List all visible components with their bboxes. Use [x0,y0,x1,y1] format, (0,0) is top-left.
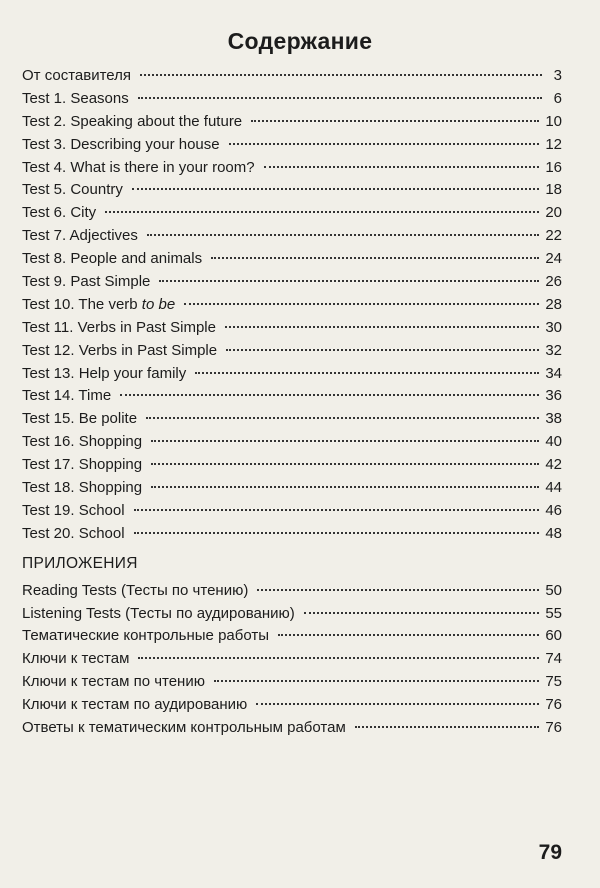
toc-entry-page: 74 [545,650,562,668]
toc-entry-text: Reading Tests (Тесты по чтению) [22,581,249,599]
toc-entry-label [22,502,128,519]
dot-leader [225,309,539,328]
toc-entry-page: 26 [545,273,562,291]
dot-leader [146,400,539,419]
toc-entry-page: 32 [545,341,562,359]
toc-entry-text: Ключи к тестам [22,650,130,668]
toc-entry-label [22,342,220,359]
toc-entry-page: 60 [545,627,562,645]
toc-entry-text: Test 10. The verb [22,295,142,313]
toc-entry-text: Test 17. Shopping [22,456,143,474]
toc-entry-page: 22 [545,227,562,245]
toc-entry-label [22,227,141,244]
toc-entry-text: Test 20. School [22,524,125,542]
toc-entry-page: 36 [545,387,562,405]
dot-leader [134,515,540,534]
toc-entry-page: 76 [545,696,562,714]
toc-entry-text: Test 6. City [22,204,97,222]
toc-entry-text: Ключи к тестам по чтению [22,673,205,691]
toc-entry-page: 38 [545,410,562,428]
toc-entry-label [22,90,132,107]
toc-entry-label [22,650,132,667]
toc-entry [22,519,562,542]
toc-entry-page: 50 [545,581,562,599]
toc-entry-text: Listening Tests (Тесты по аудированию) [22,604,295,622]
toc-entry-label [22,479,145,496]
toc-entry-text: От составителя [22,67,132,84]
dot-leader [105,194,539,213]
toc-entry-page: 55 [545,604,562,622]
toc-entry-text: Тематические контрольные работы [22,627,270,645]
toc-entry-page: 75 [545,673,562,691]
toc-entry-label [22,456,145,473]
dot-leader [226,332,539,351]
dot-leader [184,286,539,305]
toc-entry-label [22,387,114,404]
toc-entry-text: Test 14. Time [22,387,112,405]
toc-entry-page: 34 [545,364,562,382]
appendix-entry [22,713,562,736]
toc-entry-text: Test 19. School [22,501,125,519]
toc-entry-page: 48 [545,524,562,542]
toc-entry-text: Test 5. Country [22,181,123,199]
dot-leader [195,355,539,374]
toc-entry-text: Test 13. Help your family [22,364,187,382]
toc-entry-label [22,696,250,713]
toc-entry-text: Test 11. Verbs in Past Simple [22,318,216,336]
toc-entry-page: 44 [545,479,562,497]
toc-entry-label [22,204,99,221]
dot-leader [304,595,540,614]
toc-entry-label [22,67,134,84]
toc-entry-label [22,433,145,450]
toc-entry-page: 10 [545,112,562,130]
toc-entry-page: 3 [553,67,562,84]
toc-entry-text: Test 4. What is there in your room? [22,158,255,176]
dot-leader [251,103,539,122]
dot-leader [134,492,540,511]
dot-leader [256,686,539,705]
toc-entry-text: Ключи к тестам по аудированию [22,696,248,714]
toc-entry-text: Test 2. Speaking about the future [22,112,243,130]
dot-leader [159,263,539,282]
toc-entry-label [22,113,245,130]
toc-entry-page: 28 [545,295,562,313]
toc-entry-text: Test 12. Verbs in Past Simple [22,341,218,359]
toc-entry-label [22,719,349,736]
toc-entry-page: 40 [545,433,562,451]
dot-leader [140,57,542,76]
dot-leader [151,469,539,488]
toc-entry-text: Test 18. Shopping [22,479,143,497]
toc-entry-page: 16 [545,158,562,176]
toc-entry-text: Test 8. People and animals [22,250,203,268]
dot-leader [214,663,539,682]
toc-entry-page: 76 [545,719,562,737]
toc-entry-page: 24 [545,250,562,268]
toc-entry-label [22,673,208,690]
toc-entry-label [22,525,128,542]
toc-entry-page: 42 [545,456,562,474]
dot-leader [229,126,540,145]
appendix-heading: ПРИЛОЖЕНИЯ [22,554,138,572]
toc-entry-label [22,296,178,313]
toc-entry-text: Test 15. Be polite [22,410,138,428]
dot-leader [151,423,539,442]
appendix-list [22,576,562,736]
toc-entry-label [22,319,219,336]
toc-entry-label [22,410,140,427]
toc-entry-label [22,605,298,622]
toc-entry-text: Test 1. Seasons [22,89,129,107]
toc-entry-label [22,136,223,153]
dot-leader [120,377,539,396]
toc-entry-text: Test 7. Adjectives [22,227,138,245]
page-number: 79 [538,841,562,864]
toc-entry-text: Ответы к тематическим контрольным работам [22,719,346,737]
toc-entry-label [22,273,153,290]
dot-leader [278,617,539,636]
toc-entry-page: 20 [545,204,562,222]
toc-entry-page: 18 [545,181,562,199]
dot-leader [132,171,539,190]
dot-leader [257,572,539,591]
toc-entry-page: 30 [545,318,562,336]
dot-leader [211,240,539,259]
toc-entry-page: 6 [553,89,562,107]
dot-leader [151,446,539,465]
dot-leader [138,640,539,659]
toc-entry-text: Test 3. Describing your house [22,135,220,153]
toc-entry-page: 46 [545,501,562,519]
page-title: Содержание [227,28,373,54]
dot-leader [138,80,542,99]
toc-entry-text: Test 9. Past Simple [22,273,151,291]
tests-list [22,61,562,542]
toc-entry-page: 12 [545,135,562,153]
toc-entry-label [22,582,251,599]
dot-leader [355,709,540,728]
table-of-contents [22,61,562,736]
dot-leader [147,217,539,236]
dot-leader [264,149,540,168]
toc-entry-italic: to be [141,295,176,313]
toc-entry-text: Test 16. Shopping [22,433,143,451]
